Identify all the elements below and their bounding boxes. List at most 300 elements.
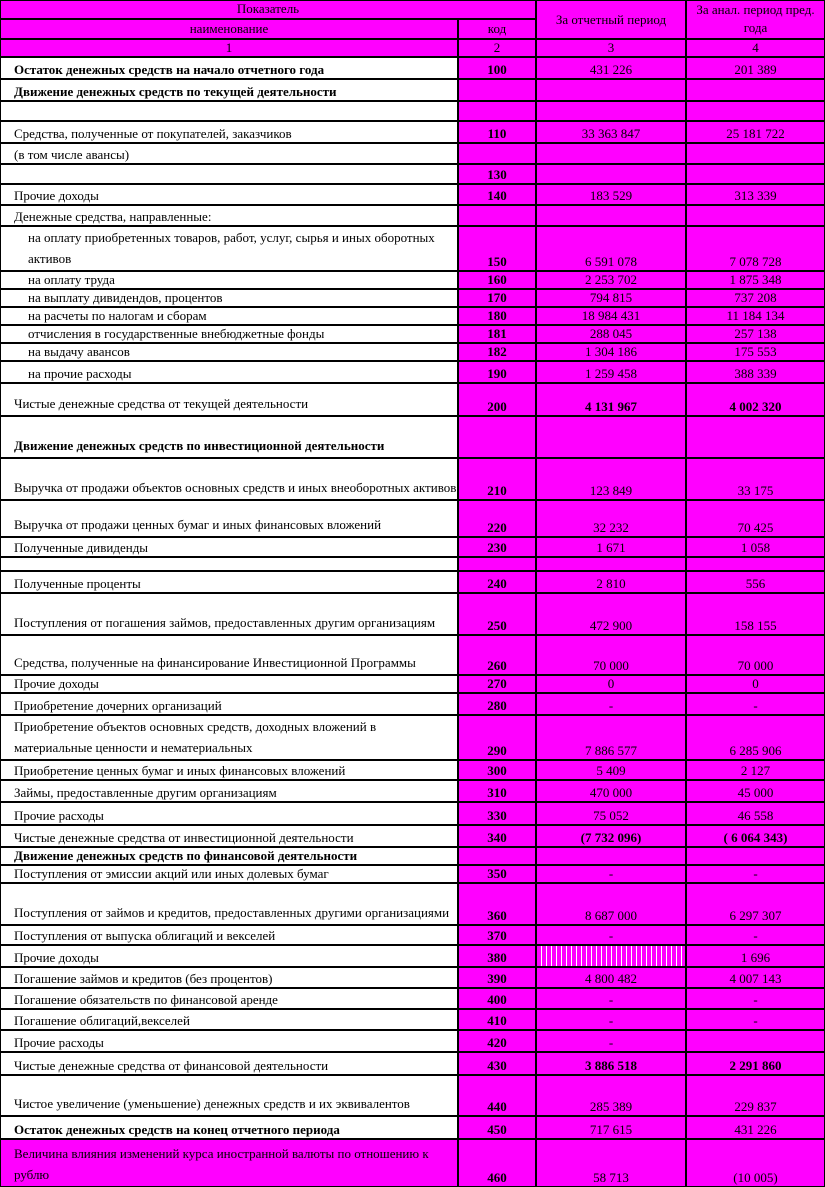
row-current-period: [536, 289, 686, 307]
row-name: на прочие расходы: [0, 361, 458, 383]
row-name: (в том числе авансы): [0, 143, 458, 164]
row-current-period: [536, 925, 686, 945]
table-row: [0, 325, 825, 343]
row-code: 130: [458, 164, 536, 184]
row-current-period: [536, 101, 686, 121]
row-current-period-value: 717 615: [589, 1122, 633, 1137]
row-current-period-value: 285 389: [589, 1099, 633, 1114]
row-code: 420: [458, 1030, 536, 1052]
table-row: [0, 416, 825, 458]
row-prior-period: [686, 945, 825, 967]
header-row-numbers: [0, 39, 825, 57]
row-prior-period: [686, 593, 825, 635]
table-row: [0, 361, 825, 383]
row-current-period: [536, 593, 686, 635]
row-code: 270: [458, 675, 536, 693]
row-prior-period: [686, 121, 825, 143]
row-current-period: [536, 571, 686, 593]
row-code: 370: [458, 925, 536, 945]
row-prior-period-value: 737 208: [734, 290, 777, 305]
row-name: на оплату труда: [0, 271, 458, 289]
row-code: 220: [458, 500, 536, 537]
row-name: Прочие доходы: [0, 945, 458, 967]
header-col-2: 2: [458, 39, 536, 57]
row-prior-period: [686, 343, 825, 361]
row-code: [458, 557, 536, 571]
table-row: [0, 500, 825, 537]
row-code: 110: [458, 121, 536, 143]
row-code: 180: [458, 307, 536, 325]
row-current-period: [536, 164, 686, 184]
row-name: [0, 101, 458, 121]
row-name: [0, 164, 458, 184]
row-prior-period: [686, 988, 825, 1009]
row-current-period: [536, 184, 686, 205]
row-prior-period-value: -: [753, 992, 758, 1007]
header-code: код: [458, 19, 536, 39]
header-indicator: Показатель: [0, 0, 536, 19]
row-prior-period-value: 4 007 143: [729, 971, 782, 986]
row-prior-period: [686, 1139, 825, 1187]
row-name: Приобретение дочерних организаций: [0, 693, 458, 715]
row-name: Погашение обязательств по финансовой аренде: [0, 988, 458, 1009]
row-current-period-value: 431 226: [589, 62, 633, 77]
row-prior-period: [686, 271, 825, 289]
row-current-period: [536, 271, 686, 289]
row-prior-period: [686, 458, 825, 500]
row-current-period-value: 18 984 431: [581, 308, 641, 323]
row-code: [458, 416, 536, 458]
table-row: [0, 307, 825, 325]
row-prior-period: [686, 57, 825, 79]
row-prior-period: [686, 101, 825, 121]
row-current-period-value: 472 900: [589, 618, 633, 633]
row-current-period-value: 4 800 482: [585, 971, 637, 986]
row-code: 440: [458, 1075, 536, 1116]
row-prior-period: [686, 635, 825, 675]
row-current-period-value: -: [608, 1013, 614, 1028]
row-prior-period: [686, 307, 825, 325]
row-prior-period: [686, 184, 825, 205]
row-prior-period-value: 313 339: [734, 188, 777, 203]
row-prior-period: [686, 500, 825, 537]
row-prior-period-value: -: [753, 1013, 758, 1028]
row-code: 181: [458, 325, 536, 343]
row-code: 350: [458, 865, 536, 883]
row-prior-period: [686, 383, 825, 416]
row-code: 380: [458, 945, 536, 967]
row-code: 150: [458, 226, 536, 271]
row-code: 250: [458, 593, 536, 635]
table-row: [0, 693, 825, 715]
header-prior-period: За анал. период пред. года: [686, 0, 825, 39]
table-row: [0, 557, 825, 571]
row-current-period: [536, 1030, 686, 1052]
row-current-period: [536, 1052, 686, 1075]
row-prior-period: [686, 967, 825, 988]
row-code: 200: [458, 383, 536, 416]
row-prior-period-value: 70 425: [737, 520, 774, 535]
row-current-period-value: 3 886 518: [585, 1058, 637, 1073]
row-code: 280: [458, 693, 536, 715]
table-row: [0, 635, 825, 675]
row-name: Погашение облигаций,векселей: [0, 1009, 458, 1030]
row-prior-period: [686, 883, 825, 925]
row-current-period-value: 75 052: [593, 808, 629, 823]
row-code: 182: [458, 343, 536, 361]
row-prior-period: [686, 1116, 825, 1139]
row-name: Займы, предоставленные другим организациям: [0, 780, 458, 802]
table-row: [0, 825, 825, 847]
row-code: 400: [458, 988, 536, 1009]
row-current-period-value: 5 409: [596, 763, 626, 778]
row-current-period: [536, 865, 686, 883]
row-prior-period: [686, 1075, 825, 1116]
row-name: Приобретение объектов основных средств, доходных вложений в материальные ценности и нематериальных: [0, 715, 458, 760]
row-current-period: [536, 383, 686, 416]
row-prior-period: [686, 557, 825, 571]
row-name: Чистые денежные средства от инвестиционной деятельности: [0, 825, 458, 847]
row-code: [458, 143, 536, 164]
row-current-period-value: 58 713: [593, 1170, 629, 1185]
row-code: 140: [458, 184, 536, 205]
row-prior-period: [686, 760, 825, 780]
row-current-period-value: 1 259 458: [585, 366, 637, 381]
row-code: [458, 205, 536, 226]
row-current-period: [536, 825, 686, 847]
row-current-period: [536, 537, 686, 557]
row-prior-period-value: 201 389: [734, 62, 777, 77]
row-code: 460: [458, 1139, 536, 1187]
row-current-period: [536, 802, 686, 825]
row-code: 430: [458, 1052, 536, 1075]
row-current-period-value: 288 045: [589, 326, 633, 341]
row-prior-period: [686, 715, 825, 760]
table-row: [0, 1116, 825, 1139]
row-code: [458, 101, 536, 121]
table-row: [0, 458, 825, 500]
row-prior-period: [686, 325, 825, 343]
row-current-period-value: 1 671: [596, 540, 626, 555]
row-code: 340: [458, 825, 536, 847]
table-row: [0, 121, 825, 143]
row-current-period: [536, 1116, 686, 1139]
row-current-period-value: 7 886 577: [585, 743, 637, 758]
row-prior-period: [686, 865, 825, 883]
row-prior-period: [686, 825, 825, 847]
row-current-period: [536, 307, 686, 325]
row-current-period: [536, 416, 686, 458]
row-name: Приобретение ценных бумаг и иных финансовых вложений: [0, 760, 458, 780]
row-prior-period-value: 45 000: [737, 785, 774, 800]
row-prior-period-value: 1 696: [740, 950, 771, 965]
row-prior-period-value: 388 339: [734, 366, 777, 381]
row-prior-period: [686, 164, 825, 184]
row-name: на расчеты по налогам и сборам: [0, 307, 458, 325]
table-row: [0, 1030, 825, 1052]
row-prior-period: [686, 1030, 825, 1052]
row-current-period: [536, 967, 686, 988]
row-name: Прочие расходы: [0, 1030, 458, 1052]
row-prior-period: [686, 571, 825, 593]
row-prior-period-value: 257 138: [734, 326, 777, 341]
row-name: Движение денежных средств по финансовой деятельности: [0, 847, 458, 865]
row-current-period: [536, 226, 686, 271]
table-row: [0, 945, 825, 967]
header-col-1: 1: [0, 39, 458, 57]
row-name: Прочие доходы: [0, 184, 458, 205]
table-row: [0, 802, 825, 825]
row-prior-period: [686, 226, 825, 271]
row-code: 390: [458, 967, 536, 988]
row-prior-period-value: 158 155: [734, 618, 777, 633]
row-name: Прочие доходы: [0, 675, 458, 693]
table-row: [0, 925, 825, 945]
row-current-period: [536, 1009, 686, 1030]
row-code: 300: [458, 760, 536, 780]
row-current-period: [536, 79, 686, 101]
row-name: Чистое увеличение (уменьшение) денежных средств и их эквивалентов: [0, 1075, 458, 1116]
row-name: Остаток денежных средств на конец отчетного периода: [0, 1116, 458, 1139]
table-row: [0, 760, 825, 780]
row-prior-period: [686, 361, 825, 383]
row-current-period: [536, 693, 686, 715]
row-name: Средства, полученные от покупателей, заказчиков: [0, 121, 458, 143]
row-prior-period-value: -: [753, 698, 758, 713]
row-prior-period: [686, 205, 825, 226]
row-prior-period-value: ( 6 064 343): [723, 830, 788, 845]
header-col-3: 3: [536, 39, 686, 57]
row-current-period-value: -: [608, 928, 614, 943]
row-code: 210: [458, 458, 536, 500]
row-current-period-value: 2 253 702: [585, 272, 637, 287]
row-name: Выручка от продажи ценных бумаг и иных финансовых вложений: [0, 500, 458, 537]
row-code: 260: [458, 635, 536, 675]
table-row: [0, 184, 825, 205]
row-code: [458, 847, 536, 865]
table-row: [0, 715, 825, 760]
row-current-period-value: (7 732 096): [580, 830, 642, 845]
row-name: Полученные проценты: [0, 571, 458, 593]
row-prior-period-value: 1 058: [740, 540, 771, 555]
table-row: [0, 205, 825, 226]
row-current-period-value: 6 591 078: [585, 254, 637, 269]
row-name: Движение денежных средств по инвестиционной деятельности: [0, 416, 458, 458]
row-current-period-value: 8 687 000: [585, 908, 637, 923]
row-prior-period-value: 7 078 728: [729, 254, 782, 269]
row-prior-period-value: -: [753, 866, 758, 881]
table-row: [0, 383, 825, 416]
row-name: Поступления от эмиссии акций или иных долевых бумаг: [0, 865, 458, 883]
header-name: наименование: [0, 19, 458, 39]
row-current-period: [536, 847, 686, 865]
table-row: [0, 1075, 825, 1116]
table-row: [0, 780, 825, 802]
table-row: [0, 226, 825, 271]
table-row: [0, 847, 825, 865]
row-prior-period: [686, 1052, 825, 1075]
row-name: Чистые денежные средства от текущей деятельности: [0, 383, 458, 416]
row-current-period: [536, 675, 686, 693]
row-prior-period-value: 175 553: [734, 344, 777, 359]
row-current-period-value: 183 529: [589, 188, 633, 203]
row-prior-period-value: 1 875 348: [729, 272, 782, 287]
row-name: Полученные дивиденды: [0, 537, 458, 557]
row-name: Прочие расходы: [0, 802, 458, 825]
row-current-period-value: 1 304 186: [585, 344, 637, 359]
table-row: [0, 101, 825, 121]
row-name: Движение денежных средств по текущей деятельности: [0, 79, 458, 101]
row-current-period: [536, 458, 686, 500]
row-code: 100: [458, 57, 536, 79]
row-prior-period: [686, 847, 825, 865]
row-name: Поступления от выпуска облигаций и векселей: [0, 925, 458, 945]
row-prior-period-value: 6 297 307: [729, 908, 782, 923]
row-code: 360: [458, 883, 536, 925]
row-current-period-value: 2 810: [596, 576, 626, 591]
row-code: [458, 79, 536, 101]
row-current-period-value: -: [608, 866, 614, 881]
row-current-period: [536, 1139, 686, 1187]
row-current-period-value: -: [608, 698, 614, 713]
row-name: Погашение займов и кредитов (без процентов): [0, 967, 458, 988]
row-name: Поступления от погашения займов, предоставленных другим организациям: [0, 593, 458, 635]
row-name: Выручка от продажи объектов основных средств и иных внеоборотных активов: [0, 458, 458, 500]
row-current-period: [536, 500, 686, 537]
row-name: на выплату дивидендов, процентов: [0, 289, 458, 307]
row-code: 330: [458, 802, 536, 825]
row-current-period-value: 32 232: [593, 520, 629, 535]
row-prior-period-value: 6 285 906: [729, 743, 782, 758]
table-row: [0, 79, 825, 101]
row-current-period: [536, 205, 686, 226]
row-prior-period-value: 33 175: [737, 483, 774, 498]
row-current-period: [536, 361, 686, 383]
row-current-period-value: 4 131 967: [585, 399, 637, 414]
row-name: Средства, полученные на финансирование Инвестиционной Программы: [0, 635, 458, 675]
row-code: 410: [458, 1009, 536, 1030]
table-row: [0, 1139, 825, 1187]
table-row: [0, 1009, 825, 1030]
table-row: [0, 271, 825, 289]
table-row: [0, 143, 825, 164]
row-prior-period: [686, 693, 825, 715]
table-row: [0, 571, 825, 593]
row-current-period: [536, 325, 686, 343]
row-prior-period-value: 0: [752, 676, 759, 691]
table-row: [0, 289, 825, 307]
row-prior-period-value: 2 127: [740, 763, 771, 778]
row-prior-period: [686, 1009, 825, 1030]
table-row: [0, 164, 825, 184]
header-current-period: За отчетный период: [536, 0, 686, 39]
row-prior-period: [686, 289, 825, 307]
table-row: [0, 343, 825, 361]
row-code: 160: [458, 271, 536, 289]
row-current-period: [536, 635, 686, 675]
header-row-1: [0, 0, 825, 19]
row-name: Чистые денежные средства от финансовой деятельности: [0, 1052, 458, 1075]
row-prior-period-value: (10 005): [733, 1170, 778, 1185]
row-current-period: [536, 143, 686, 164]
row-current-period-value: 123 849: [589, 483, 633, 498]
row-prior-period-value: 556: [745, 576, 766, 591]
row-code: 450: [458, 1116, 536, 1139]
row-current-period: [536, 883, 686, 925]
row-current-period-value: -: [608, 992, 614, 1007]
row-name: на выдачу авансов: [0, 343, 458, 361]
table-row: [0, 593, 825, 635]
table-row: [0, 967, 825, 988]
row-prior-period-value: 2 291 860: [729, 1058, 782, 1073]
row-name: Остаток денежных средств на начало отчетного года: [0, 57, 458, 79]
row-prior-period-value: 4 002 320: [729, 399, 782, 414]
row-name: Денежные средства, направленные:: [0, 205, 458, 226]
row-code: 230: [458, 537, 536, 557]
row-prior-period-value: 70 000: [737, 658, 774, 673]
row-current-period: [536, 1075, 686, 1116]
row-code: 170: [458, 289, 536, 307]
row-name: отчисления в государственные внебюджетные фонды: [0, 325, 458, 343]
row-prior-period-value: 46 558: [737, 808, 774, 823]
row-name: Поступления от займов и кредитов, предоставленных другими организациями: [0, 883, 458, 925]
row-prior-period: [686, 79, 825, 101]
table-row: [0, 675, 825, 693]
row-prior-period-value: 229 837: [734, 1099, 777, 1114]
row-prior-period-value: -: [753, 928, 758, 943]
row-prior-period: [686, 802, 825, 825]
table-row: [0, 57, 825, 79]
table-row: [0, 883, 825, 925]
row-current-period: [536, 760, 686, 780]
row-current-period: [536, 343, 686, 361]
row-prior-period: [686, 416, 825, 458]
row-code: 190: [458, 361, 536, 383]
row-prior-period-value: 25 181 722: [726, 126, 785, 141]
row-prior-period: [686, 537, 825, 557]
row-current-period-value: 794 815: [589, 290, 633, 305]
table-row: [0, 1052, 825, 1075]
row-current-period: [536, 780, 686, 802]
row-prior-period: [686, 143, 825, 164]
row-current-period-value: 70 000: [593, 658, 629, 673]
row-current-period-value: -: [608, 1035, 614, 1050]
row-prior-period: [686, 675, 825, 693]
row-name: Величина влияния изменений курса иностранной валюты по отношению к рублю: [0, 1139, 458, 1187]
row-current-period: [536, 557, 686, 571]
table-row: [0, 537, 825, 557]
row-current-period: [536, 945, 686, 967]
header-col-4: 4: [686, 39, 825, 57]
row-name: на оплату приобретенных товаров, работ, услуг, сырья и иных оборотных активов: [0, 226, 458, 271]
row-prior-period: [686, 780, 825, 802]
row-current-period: [536, 57, 686, 79]
row-current-period: [536, 121, 686, 143]
table-row: [0, 865, 825, 883]
row-current-period-value: 470 000: [589, 785, 633, 800]
row-code: 290: [458, 715, 536, 760]
row-code: 240: [458, 571, 536, 593]
row-current-period: [536, 715, 686, 760]
row-current-period-value: 33 363 847: [581, 126, 641, 141]
row-name: [0, 557, 458, 571]
row-code: 310: [458, 780, 536, 802]
row-prior-period-value: 11 184 134: [726, 308, 785, 323]
row-prior-period: [686, 925, 825, 945]
row-current-period-value: 0: [607, 676, 615, 691]
table-row: [0, 988, 825, 1009]
row-prior-period-value: 431 226: [734, 1122, 777, 1137]
